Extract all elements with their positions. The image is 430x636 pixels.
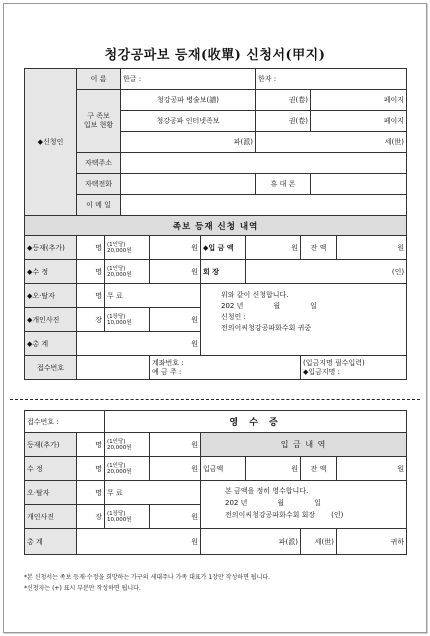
row-price-1: (1인당) bbox=[107, 241, 126, 248]
genealogy-label-1: 구 족보 bbox=[87, 112, 110, 120]
row-price bbox=[105, 308, 150, 332]
name-hanja-field[interactable] bbox=[256, 69, 407, 90]
row-price-2: 10,000원 bbox=[107, 319, 132, 326]
receipt-day: 일 bbox=[314, 499, 321, 507]
receipt-statement-chair bbox=[225, 509, 406, 521]
row-amount[interactable]: 원 bbox=[150, 308, 201, 332]
cut-line bbox=[10, 399, 420, 400]
deposit-header: 입 금 내 역 bbox=[201, 433, 407, 457]
receipt-row-unit[interactable]: 명 bbox=[77, 481, 105, 505]
row-unit[interactable]: 명 bbox=[77, 236, 105, 260]
application-table bbox=[24, 215, 407, 380]
pa-field[interactable]: 파(派) bbox=[121, 132, 256, 153]
receipt-row-price bbox=[105, 457, 150, 481]
row-unit[interactable]: 장 bbox=[77, 308, 105, 332]
application-header: 족보 등재 신청 내역 bbox=[25, 216, 407, 236]
footnote-2: *신청자는 (+) 표시 부분만 작성하면 됩니다. bbox=[24, 585, 141, 592]
receipt-row-price bbox=[105, 433, 150, 457]
email-label: 이 메 일 bbox=[77, 195, 121, 216]
hangul-label: 한글 : bbox=[123, 75, 142, 83]
receipt-row-label: 등재(추가) bbox=[25, 433, 77, 457]
row-price-1: (1장당) bbox=[107, 510, 126, 517]
receipt-statement-line-1: 본 금액을 정히 영수합니다. bbox=[225, 487, 309, 495]
chair-seal: (인) bbox=[246, 260, 407, 284]
balance-label: 잔 액 bbox=[301, 236, 337, 260]
footnotes bbox=[24, 572, 270, 594]
receipt-balance-label: 잔 액 bbox=[301, 457, 337, 481]
row-price-2: 20,000원 bbox=[107, 247, 132, 254]
row-price bbox=[105, 236, 150, 260]
receipt-title: 영 수 증 bbox=[105, 411, 407, 433]
receipt-table bbox=[24, 410, 407, 555]
book2-page[interactable]: 페이지 bbox=[311, 111, 407, 132]
applicant-statement bbox=[201, 284, 407, 356]
receipt-gwiha: 귀하 bbox=[337, 529, 407, 555]
statement-day: 일 bbox=[310, 302, 317, 310]
statement-month: 월 bbox=[273, 302, 281, 310]
receipt-seal: (인) bbox=[331, 511, 344, 519]
receipt-row-label: 오·탈자 bbox=[25, 481, 77, 505]
account-label: 계좌번호 : bbox=[152, 358, 184, 367]
address-label: 자택주소 bbox=[77, 153, 121, 174]
deposit-name-required: (입금지명 필수입력) bbox=[303, 358, 365, 367]
receipt-month: 월 bbox=[277, 499, 285, 507]
row-price-2: 10,000원 bbox=[107, 516, 132, 523]
row-label: ◆개인사진 bbox=[25, 308, 77, 332]
chair-label: 회 장 bbox=[201, 260, 246, 284]
receipt-pa-field[interactable]: 파(派) bbox=[201, 529, 301, 555]
genealogy-label bbox=[77, 90, 121, 153]
row-label: ◆총 계 bbox=[25, 332, 77, 356]
receipt-total-amount[interactable]: 원 bbox=[77, 529, 201, 555]
form-title: 청강공파보 등재(收單) 신청서(甲지) bbox=[104, 48, 326, 63]
receipt-row-amount[interactable]: 원 bbox=[150, 433, 201, 457]
row-amount[interactable]: 원 bbox=[150, 236, 201, 260]
address-field[interactable] bbox=[121, 153, 407, 174]
email-field[interactable] bbox=[121, 195, 407, 216]
row-label: ◆오·탈자 bbox=[25, 284, 77, 308]
row-price-2: 20,000원 bbox=[107, 468, 132, 475]
receipt-row-unit[interactable]: 명 bbox=[77, 433, 105, 457]
receipt-year: 202 년 bbox=[225, 499, 248, 507]
account-info bbox=[150, 356, 301, 380]
receipt-row-label: 개인사진 bbox=[25, 505, 77, 529]
statement-recipient: 전의이씨청강공파화수회 귀중 bbox=[221, 324, 312, 332]
receipt-row-price: 무 료 bbox=[105, 481, 201, 505]
genealogy-label-2: 입보 현황 bbox=[83, 121, 114, 129]
name-label: 이 름 bbox=[77, 69, 121, 90]
receipt-no-label: 접수번호 : bbox=[25, 411, 105, 433]
deposit-name-field[interactable] bbox=[301, 356, 407, 380]
receipt-row-unit[interactable]: 장 bbox=[77, 505, 105, 529]
row-price-2: 20,000원 bbox=[107, 444, 132, 451]
receipt-row-unit[interactable]: 명 bbox=[77, 457, 105, 481]
statement-date bbox=[221, 301, 406, 312]
applicant-table bbox=[24, 68, 407, 216]
phone-label: 자택전화 bbox=[77, 174, 121, 195]
balance-field[interactable]: 원 bbox=[337, 236, 407, 260]
hanja-label: 한자 : bbox=[258, 75, 277, 83]
row-price-1: (1장당) bbox=[107, 313, 126, 320]
footnote-1: *본 신청서는 족보 등재·수정을 희망하는 가구의 세대주나 가족 대표가 1장만 작성하면 됩니다. bbox=[24, 574, 271, 581]
receipt-statement-date bbox=[225, 497, 406, 509]
receipt-no-label: 접수번호 bbox=[25, 356, 77, 380]
receipt-row-label: 총 계 bbox=[25, 529, 77, 555]
row-label: ◆등재(추가) bbox=[25, 236, 77, 260]
applicant-section-label: ◆신청인 bbox=[25, 69, 77, 216]
statement-line-1: 위와 같이 신청합니다. bbox=[221, 291, 289, 299]
deposit-amount-label: ◆입 금 액 bbox=[201, 236, 246, 260]
statement-applicant: 신청인 : bbox=[221, 313, 246, 321]
statement-year: 202 년 bbox=[221, 302, 244, 310]
receipt-se-field[interactable]: 세(世) bbox=[301, 529, 337, 555]
row-price-1: (1인당) bbox=[107, 462, 126, 469]
phone-field[interactable] bbox=[121, 174, 256, 195]
receipt-row-amount[interactable]: 원 bbox=[150, 457, 201, 481]
row-price-2: 20,000원 bbox=[107, 271, 132, 278]
row-price: 무 료 bbox=[105, 284, 201, 308]
deposit-name-label: ◆입금지명 : bbox=[303, 367, 341, 376]
book1-page[interactable]: 페이지 bbox=[311, 90, 407, 111]
row-amount[interactable]: 원 bbox=[150, 260, 201, 284]
mobile-field[interactable] bbox=[311, 174, 407, 195]
receipt-balance-field[interactable]: 원 bbox=[337, 457, 407, 481]
book2-gwon[interactable]: 권(卷) bbox=[256, 111, 311, 132]
receipt-row-amount[interactable]: 원 bbox=[150, 505, 201, 529]
receipt-deposit-field[interactable]: 원 bbox=[246, 457, 301, 481]
book2-label: 청강공파 인터넷족보 bbox=[121, 111, 256, 132]
receipt-statement bbox=[201, 481, 407, 529]
book1-gwon[interactable]: 권(卷) bbox=[256, 90, 311, 111]
receipt-row-label: 수 정 bbox=[25, 457, 77, 481]
book1-label: 청강공파 병술보(譜) bbox=[121, 90, 256, 111]
row-label: ◆수 정 bbox=[25, 260, 77, 284]
deposit-amount-field[interactable]: 원 bbox=[246, 236, 301, 260]
receipt-chair: 전의이씨청강공파화수회 회장 bbox=[225, 511, 316, 519]
receipt-deposit-label: 입금액 bbox=[201, 457, 246, 481]
name-hangul-field[interactable] bbox=[121, 69, 256, 90]
depositor-label: 예 금 주 : bbox=[152, 367, 182, 376]
row-price-1: (1인당) bbox=[107, 265, 126, 272]
receipt-no-field[interactable] bbox=[77, 356, 150, 380]
receipt-row-price bbox=[105, 505, 150, 529]
row-price bbox=[105, 260, 150, 284]
se-field[interactable]: 세(世) bbox=[256, 132, 407, 153]
row-price-1: (1인당) bbox=[107, 438, 126, 445]
row-unit[interactable]: 명 bbox=[77, 260, 105, 284]
total-amount[interactable]: 원 bbox=[77, 332, 201, 356]
mobile-label: 휴 대 폰 bbox=[256, 174, 311, 195]
row-unit[interactable]: 명 bbox=[77, 284, 105, 308]
